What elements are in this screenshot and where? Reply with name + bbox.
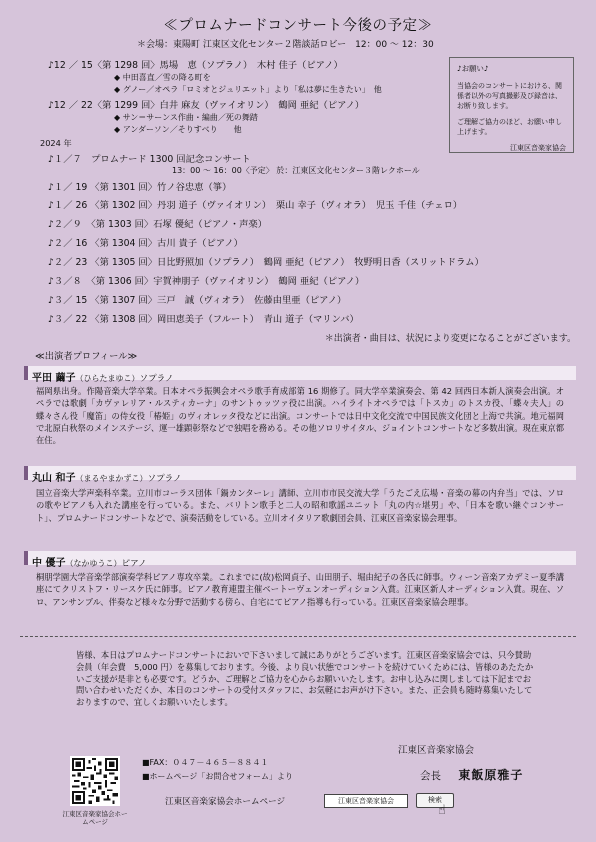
notice-heading: ♪お願い♪	[457, 64, 489, 73]
profile-bar	[24, 466, 576, 484]
special-concert: ♪１／７ プロムナード 1300 回記念コンサート	[48, 154, 251, 165]
notice-box	[449, 57, 574, 153]
profile-heading: ≪出演者プロフィール≫	[35, 351, 138, 362]
performer-name: 中 優子	[32, 558, 66, 569]
program-item: ◆ グノー／オペラ「ロミオとジュリエット」より「私は夢に生きたい」 他	[114, 85, 382, 94]
homepage-label: 江東区音楽家協会ホームページ	[165, 797, 286, 807]
performer-kana: （ひらたまゆこ）	[75, 374, 140, 383]
schedule-line: ♪２／９ 〈第 1303 回〉石塚 優紀（ピアノ・声楽）	[48, 219, 268, 230]
performer-kana: （まるやまかずこ）	[75, 474, 148, 483]
venue-info: ＊会場：東陽町 江東区文化センター２階談話ロビー 12：00 ～ 12：30	[137, 40, 434, 50]
performer-name: 平田 繭子	[32, 373, 76, 384]
association-name: 江東区音楽家協会	[398, 745, 475, 756]
profile-bar	[24, 366, 576, 384]
president-label: 会長	[420, 770, 441, 782]
performer-role: ソプラノ	[139, 374, 174, 384]
schedule-line: ♪２／ 23 〈第 1305 回〉日比野照加（ソプラノ） 鶴岡 亜紀（ピアノ） 牧野明日香（スリットドラム）	[48, 257, 484, 268]
profile-bar	[24, 551, 576, 569]
search-button[interactable]: 検索	[416, 793, 454, 808]
pointer-icon: ☝	[438, 803, 446, 818]
profile-text: 国立音楽大学声楽科卒業。立川市コーラス団体「鍋カンターレ」講師、立川市市民交流大学「うたごえ広場・音楽の幕の内弁当」では、ソロの歌やピアノも入れた講座を行っている。また、バリトン歌手と二人の昭和歌謡ユニット「丸の内☆堪男」や、「日本を歌い継ぐコンサート」、プロムナードコンサートなどで、演奏活動をしている。立川オイタリア歌劇団会員、江東区音楽家協会理事。	[36, 488, 564, 523]
qr-caption: 江東区音楽家協会ホームページ	[62, 810, 128, 827]
program-item: ◆ 中田喜直／雪の降る町を	[114, 73, 211, 82]
president-name: 東飯原雅子	[458, 768, 524, 782]
profile-text: 桐朋学園大学音楽学部演奏学科ピアノ専攻卒業。これまでに(故)松岡貞子、山田朋子、堀由紀子の各氏に師事。ウィーン音楽アカデミー夏季講座にてクリストフ・リースケ氏に師事。ピアノ教育連盟主催ベートーヴェンオーディション入賞。江東区新人オーディション入賞。現在、ソロ、アンサンブル、伴奏など様々な分野で活動する傍ら、自宅にてピアノ指導も行っている。江東区音楽家協会理事。	[36, 572, 564, 607]
search-input[interactable]: 江東区音楽家協会	[324, 794, 408, 808]
notice-text: 当協会のコンサートにおける、関係者以外の写真撮影及び録音は、お断り致します。	[457, 81, 562, 111]
schedule-line: ♪12 ／ 22〈第 1299 回〉白井 麻友（ヴァイオリン） 鶴岡 亜紀（ピアノ）	[48, 100, 365, 111]
page-title: ≪プロムナードコンサート今後の予定≫	[163, 18, 433, 34]
schedule-line: ♪12 ／ 15〈第 1298 回〉馬場 恵（ソプラノ） 木村 佳子（ピアノ）	[48, 60, 343, 71]
qr-code[interactable]	[70, 756, 120, 806]
program-item: ◆ アンダーソン／そりすべり 他	[114, 125, 242, 134]
greeting-text: 皆様、本日はプロムナードコンサートにおいで下さいまして誠にありがとうございます。江東区音楽家協会では、只今賛助会員（年会費 5,000 円）を募集しております。今後、より良い状態でコンサートを続けていくためには、皆様のあたたかいご支援が是非とも必要です。どうか、ご理解とご協力を心からお願いいたします。お申し込みに関しましては下記までお問い合わせいただくか、本日のコンサートの受付スタッフに、お気軽にお声がけ下さい。また、正会員も随時募集いたしておりますので、宜しくお願いいたします。	[76, 650, 534, 708]
schedule-line: ♪３／ 15 〈第 1307 回〉三戸 誠（ヴィオラ） 佐藤由里亜（ピアノ）	[48, 295, 347, 306]
schedule-line: ♪１／ 19 〈第 1301 回〉竹ノ谷忠恵（箏）	[48, 182, 232, 193]
schedule-line: ♪１／ 26 〈第 1302 回〉丹羽 道子（ヴァイオリン） 栗山 幸子（ヴィオラ） 児玉 千佳（チェロ）	[48, 200, 463, 211]
schedule-line: ♪３／８ 〈第 1306 回〉宇賀神朋子（ヴァイオリン） 鶴岡 亜紀（ピアノ）	[48, 276, 365, 287]
change-note: ＊出演者・曲目は、状況により変更になることがございます。	[324, 334, 576, 344]
year-label: 2024 年	[40, 138, 72, 148]
notice-text: ご理解ご協力のほど、お願い申し上げます。	[457, 118, 562, 137]
program-item: ◆ サン＝サーンス作曲・編曲／死の舞踏	[114, 113, 258, 122]
president-signature	[420, 766, 523, 783]
notice-signature: 江東区音楽家協会	[510, 144, 566, 153]
schedule-line: ♪３／ 22 〈第 1308 回〉岡田恵美子（フルート） 青山 道子（マリンバ）	[48, 314, 359, 325]
performer-role: ピアノ	[121, 559, 147, 569]
profile-text: 福岡県出身。作陽音楽大学卒業。日本オペラ振興会オペラ歌手育成部第 16 期修了。同大学卒業演奏会、第 42 回西日本新人演奏会出演。オペラでは歌劇「カヴァレリア・ルスティカーナ」のサントゥッツァ役に出演。ハイライトオペラでは「トスカ」のトスカ役、「蝶々夫人」の蝶々さん役「魔笛」の侍女役「椿姫」のヴィオレッタ役などに出演。コンサートでは日中文化交流で中国民族文化団と上海で共演。地元福岡で北原白秋祭のメインステージ、運一雄顕彰祭などで独唱を務める。その他ソロリサイタル、ジョイントコンサートなど多数出演。現在東京都在住。	[36, 386, 564, 446]
performer-name: 丸山 和子	[32, 473, 76, 484]
contact-web: ■ホームページ「お問合せフォーム」より	[142, 772, 293, 781]
contact-fax: ■FAX：０４７－４６５－８８４１	[142, 758, 269, 767]
schedule-line: ♪２／ 16 〈第 1304 回〉古川 貴子（ピアノ）	[48, 238, 243, 249]
performer-kana: （なかゆうこ）	[65, 559, 122, 568]
divider	[20, 636, 576, 637]
special-concert-time: 13：00 ～ 16：00〈予定〉 於：江東区文化センター３階レクホール	[172, 166, 420, 175]
performer-role: ソプラノ	[147, 474, 182, 484]
